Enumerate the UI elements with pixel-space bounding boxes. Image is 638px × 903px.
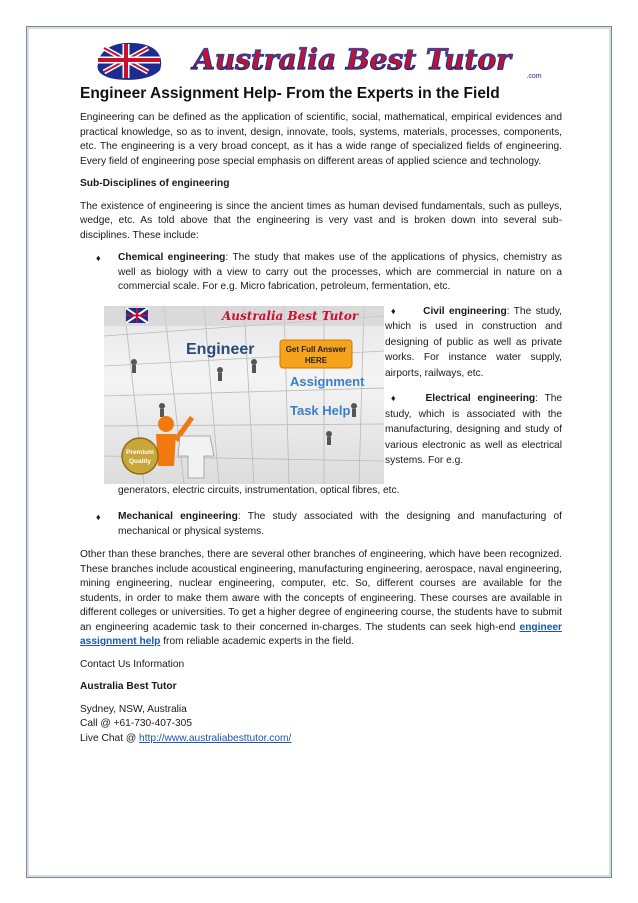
document-content: [80, 36, 562, 746]
page-title: Engineer Assignment Help- From the Experts in the Field: [80, 85, 500, 102]
engineer-banner-image: [104, 306, 384, 484]
bullet-text: : The study, which is used in construction and designing of public as well as private works. For instance water supply, airports, railways, etc.: [385, 305, 562, 379]
sub-disciplines-heading: Sub-Disciplines of engineering: [80, 178, 230, 189]
australia-flag-logo-icon: [90, 36, 550, 82]
svg-text:Australia Best Tutor: Australia Best Tutor: [193, 43, 511, 76]
bullet-label: Civil engineering: [423, 305, 507, 317]
bullet-text: : The study, which is associated with the manufacturing, designing and study of various electronic as well as electrical systems. For e.g.: [385, 393, 563, 466]
diamond-bullet-icon: ♦: [96, 512, 101, 522]
contact-address: Sydney, NSW, Australia: [80, 703, 187, 715]
diamond-bullet-icon: ♦: [96, 253, 101, 263]
engineer-assignment-help-link[interactable]: engineer assignment help: [80, 621, 562, 647]
bullet-chemical: [80, 251, 562, 295]
bullet-label: Mechanical engineering: [118, 511, 238, 522]
contact-phone: Call @ +61-730-407-305: [80, 718, 193, 729]
bullet-civil: [385, 304, 562, 382]
website-link[interactable]: http://www.australiabesttutor.com/: [139, 732, 292, 744]
svg-text:Engineer: Engineer: [186, 340, 255, 358]
diamond-bullet-icon: ♦: [391, 393, 400, 403]
svg-text:Assignment: Assignment: [290, 373, 365, 389]
contact-section: [80, 658, 562, 747]
other-branches-paragraph: [80, 548, 562, 650]
company-name: Australia Best Tutor: [80, 681, 177, 692]
chat-label: Live Chat @: [80, 732, 140, 744]
side-text-column: [385, 304, 562, 479]
svg-text:Australia Best Tutor: Australia Best Tutor: [222, 308, 359, 323]
bullet-text: : The study that makes use of the applications of physics, chemistry as well as biology with a view to carry out the processes, which are commercial in nature on a commercial scale. For e.g. Micro fabrication, petroleum, fermentation, etc.: [118, 252, 562, 292]
site-logo: [90, 36, 550, 82]
sub-disciplines-paragraph: The existence of engineering is since the ancient times as human devised fundamentals, such as pulleys, wedge, etc. As told above that the engineering is very vast and is broken down into several sub- disciplines. These include:: [80, 200, 562, 241]
contact-heading: Contact Us Information: [80, 658, 185, 670]
image-with-side-text: [80, 304, 562, 487]
diamond-bullet-icon: ♦: [391, 305, 398, 316]
svg-text:.com: .com: [526, 73, 542, 80]
svg-text:Task Help: Task Help: [290, 402, 351, 418]
svg-text:Get Full Answer: Get Full Answer: [285, 344, 347, 354]
bullet-electrical: [385, 391, 562, 469]
svg-text:Quality: Quality: [128, 457, 152, 465]
intro-paragraph: Engineering can be defined as the application of scientific, social, mathematical, empirical evidences and practical knowledge, so as to invent, design, innovate, tools, systems, materials, processes, components, etc. The engineering is a very broad concept, as it has a wide range of specialized fields of engineering. Every field of engineering pose special emphasis on different areas of applied science and technology.: [80, 112, 562, 167]
contact-chat: [80, 732, 562, 747]
bullet-text: : The study associated with the designing and manufacturing of mechanical or physical systems.: [118, 511, 562, 537]
svg-text:HERE: HERE: [304, 355, 328, 365]
bullet-mechanical: [80, 510, 562, 539]
other-text-after: from reliable academic experts in the field.: [160, 636, 355, 647]
svg-text:Premium: Premium: [126, 448, 154, 456]
other-text-before: Other than these branches, there are several other branches of engineering, which have been recognized. These branches include acoustical engineering, manufacturing engineering, aerospace, naval engineering, mining engineering, nuclear engineering, computer, etc. So, different courses are available for the students, in order to make them aware with the concepts of engineering. These courses are available in different colleges or universities. To get a higher degree of engineering course, the students have to submit an engineering academic task to their concerned in-charges. The students can seek high-end: [80, 549, 562, 633]
bullet-label: Electrical engineering: [425, 393, 536, 404]
bullet-label: Chemical engineering: [118, 252, 226, 263]
electrical-continuation: generators, electric circuits, instrumentation, optical fibres, etc.: [118, 484, 400, 496]
